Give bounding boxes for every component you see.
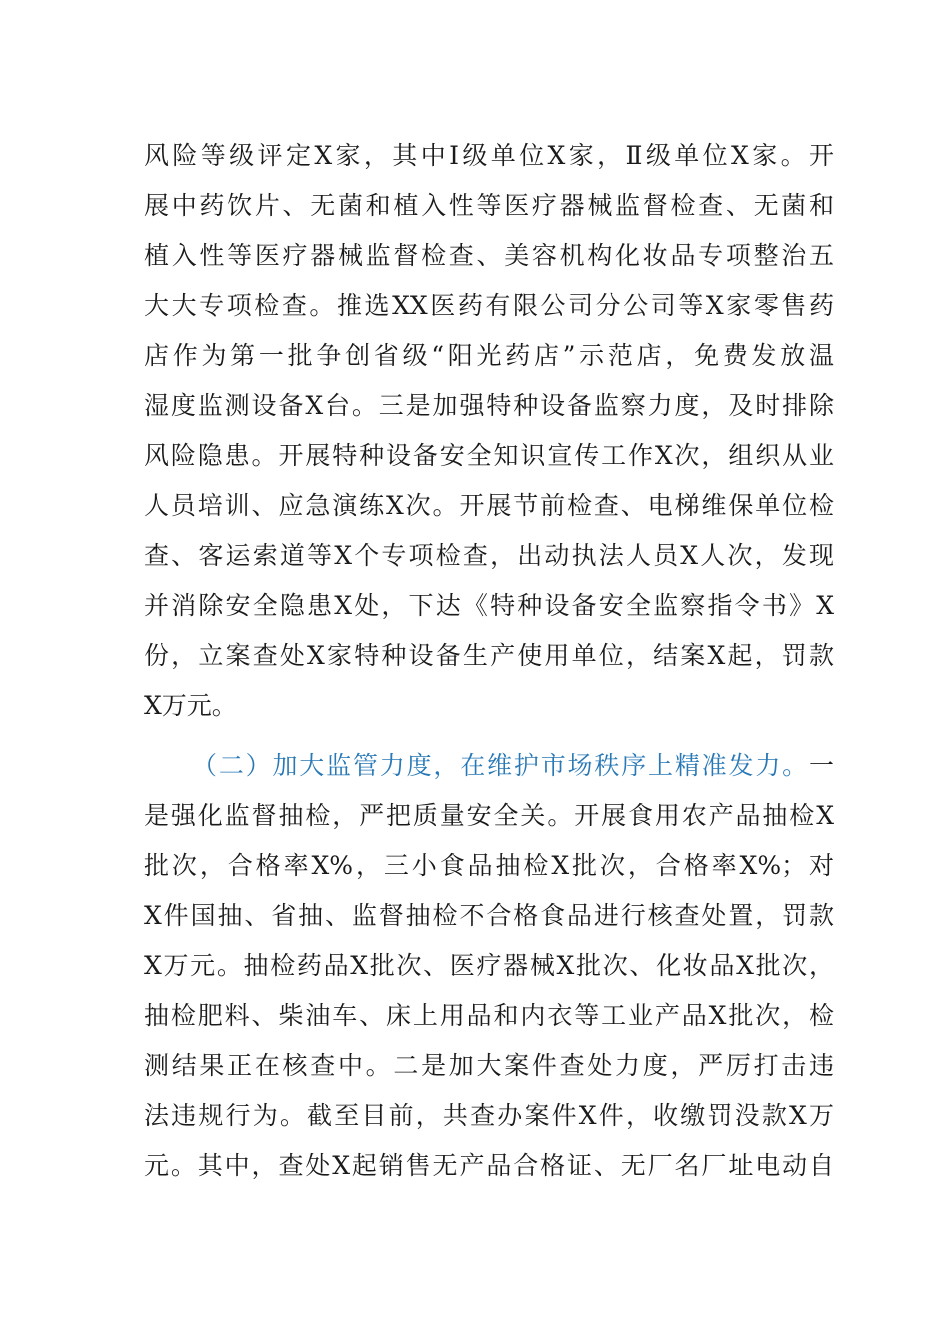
paragraph-line: 人员培训、应急演练X次。开展节前检查、电梯维保单位检 <box>144 491 834 520</box>
paragraph-line: 风险等级评定X家，其中Ⅰ级单位X家，Ⅱ级单位X家。开 <box>144 141 834 170</box>
paragraph-line: 风险隐患。开展特种设备安全知识宣传工作X次，组织从业 <box>144 441 834 470</box>
paragraph-line: 店作为第一批争创省级“阳光药店”示范店，免费发放温 <box>144 341 834 370</box>
paragraph-line: 湿度监测设备X台。三是加强特种设备监察力度，及时排除 <box>144 391 834 420</box>
paragraph-line: 测结果正在核查中。二是加大案件查处力度，严厉打击违 <box>144 1051 834 1080</box>
paragraph-line: 法违规行为。截至目前，共查办案件X件，收缴罚没款X万 <box>144 1101 834 1130</box>
paragraph-line: X件国抽、省抽、监督抽检不合格食品进行核查处置，罚款 <box>144 901 834 930</box>
paragraph-line: 展中药饮片、无菌和植入性等医疗器械监督检查、无菌和 <box>144 191 834 220</box>
paragraph-line: 抽检肥料、柴油车、床上用品和内衣等工业产品X批次，检 <box>144 1001 834 1030</box>
paragraph-line: 是强化监督抽检，严把质量安全关。开展食用农产品抽检X <box>144 801 834 830</box>
paragraph-line: X万元。抽检药品X批次、医疗器械X批次、化妆品X批次， <box>144 951 834 980</box>
section-heading: （二）加大监管力度，在维护市场秩序上精准发力。 <box>192 751 809 780</box>
paragraph-line: 查、客运索道等X个专项检查，出动执法人员X人次，发现 <box>144 541 834 570</box>
paragraph-line: X万元。 <box>144 691 237 720</box>
section-heading-line <box>192 741 834 791</box>
paragraph-line: 份，立案查处X家特种设备生产使用单位，结案X起，罚款 <box>144 641 834 670</box>
heading-line-continuation: 一 <box>808 751 834 780</box>
paragraph-line: 植入性等医疗器械监督检查、美容机构化妆品专项整治五 <box>144 241 834 270</box>
paragraph-line: 大大专项检查。推选XX医药有限公司分公司等X家零售药 <box>144 291 834 320</box>
paragraph-line: 并消除安全隐患X处，下达《特种设备安全监察指令书》X <box>144 591 834 620</box>
paragraph-line: 批次，合格率X%，三小食品抽检X批次，合格率X%；对 <box>144 851 834 880</box>
paragraph-line: 元。其中，查处X起销售无产品合格证、无厂名厂址电动自 <box>144 1151 834 1180</box>
